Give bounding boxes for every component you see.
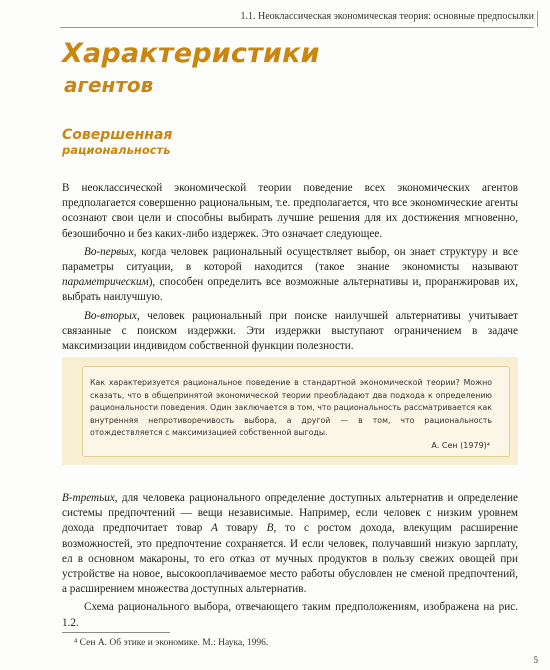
good-b: B — [266, 522, 274, 535]
paragraph-intro: В неоклассической экономической теории поведение всех экономических агентов предполагается совершенно рациональным, т.е. предполагается, что все экономические агенты осознают свои цели и способны выбирать лучшие решения для их достижения мгновенно, безошибочно и без каких-либо издержек. Это означает следующее. — [62, 182, 518, 240]
section-title-line2: рациональность — [62, 142, 171, 157]
header-vertical-rule — [537, 11, 538, 27]
running-head: 1.1. Неоклассическая экономическая теория: основные предпосылки — [240, 11, 534, 22]
body-text-lower — [62, 491, 518, 634]
body-text-upper — [62, 181, 518, 357]
paragraph-third-text-c: , то с ростом дохода, влекущим расширение возможностей, это предпочтение сохраняется. И если человек, получавший низкую зарплату, ел в основном макароны, то его отказ от мучных продуктов в пользу свежих овощей при устройстве на новое, высокооплачиваемое место работы обусловлен не сменой предпочтений, а расширением множества доступных альтернатив. — [62, 522, 518, 596]
page-number: 5 — [533, 655, 538, 665]
chapter-title-line2: агентов — [64, 73, 154, 97]
paragraph-third — [62, 491, 518, 597]
paragraph-second-text: , человек рациональный при поиске наилучшей альтернативы учитывает связанные с поиском издержки. Эти издержки выступают ограничением в задаче максимизации индивидом собственной функции полезности. — [62, 309, 518, 353]
quote-box — [62, 357, 518, 465]
paragraph-second-lead: Во-вторых — [84, 309, 137, 322]
header-rule — [60, 27, 534, 28]
paragraph-third-lead: В-третьих — [62, 492, 115, 504]
good-a: A — [210, 522, 218, 535]
section-title-line1: Совершенная — [62, 127, 173, 143]
paragraph-figure-ref: Схема рационального выбора, отвечающего таким предположениям, изображена на рис. 1.2. — [62, 601, 518, 629]
paragraph-first — [62, 245, 518, 306]
quote-attribution: А. Сен (1979)⁴ — [431, 441, 490, 450]
section-title — [62, 128, 262, 156]
paragraph-third-text-b: товару — [217, 522, 267, 535]
paragraph-first-text-b: ), способен определить все возможные альтернативы и, проранжировав их, выбрать наилучшую. — [62, 276, 518, 304]
paragraph-second — [62, 309, 518, 355]
footnote-rule — [62, 632, 170, 633]
chapter-title — [62, 40, 362, 95]
paragraph-first-text-a: , когда человек рациональный осуществляет выбор, он знает структуру и все параметры ситуации, в которой находится (такое знание экономисты называют — [62, 245, 518, 274]
parametric-term: параметрическим — [62, 276, 149, 289]
paragraph-third-text-a: , для человека рационального определение доступных альтернатив и определение системы предпочтений — вещи независимые. Например, если человек с низким уровнем дохода предпочитает товар — [62, 492, 518, 535]
quote-text: Как характеризуется рациональное поведение в стандартной экономической теории? Можно сказать, что в общепринятой экономической теории преобладают два подхода к определению рациональности поведения. Один заключается в том, что рациональность рассматривается как внутренняя непротиворечивость выбора, а другой — в том, что рациональность отождествляется с максимизацией собственной выгоды. — [90, 378, 492, 438]
paragraph-first-lead: Во-первых — [84, 245, 134, 258]
chapter-title-line1: Характеристики — [62, 38, 320, 69]
footnote: ⁴ Сен А. Об этике и экономике. М.: Наука, 1996. — [74, 638, 269, 648]
